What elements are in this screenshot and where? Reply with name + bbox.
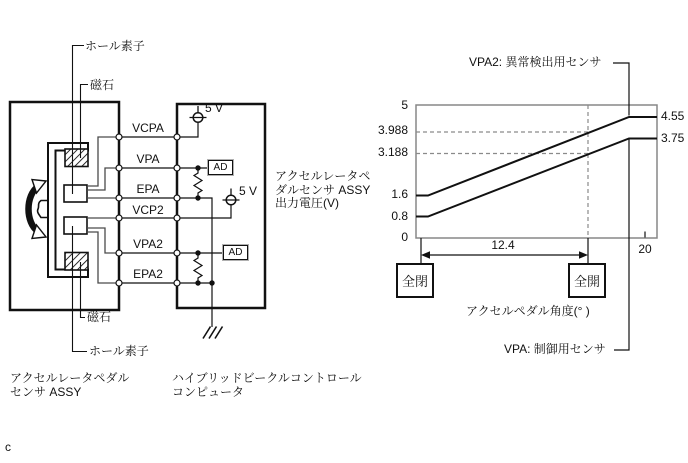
output-voltage-label-line2: ダルセンサ ASSY: [275, 183, 371, 197]
voltage-source-2-icon: [223, 189, 240, 205]
sensor-assy-label-line1: アクセルレータペダル: [10, 371, 130, 385]
sensor-assy-label-line2: センサ ASSY: [10, 385, 82, 399]
x-axis-label: アクセルペダル角度(° ): [466, 304, 590, 318]
vpa-series-label: VPA: 制御用センサ: [504, 342, 606, 356]
magnet-top-icon: [65, 149, 88, 167]
resistor-1-icon: [194, 168, 202, 198]
ad-converter-2: AD: [223, 245, 248, 260]
ground-icon: [203, 327, 223, 339]
sensor-wiring: [87, 137, 119, 283]
computer-wiring: [177, 123, 231, 327]
span-value-label: 12.4: [491, 238, 515, 252]
curve-vpa2: [416, 117, 657, 196]
magnet-top-label: 磁石: [90, 78, 115, 92]
x-tick-20: 20: [638, 242, 652, 256]
plot-frame: [416, 105, 657, 238]
signal-label-epa: EPA: [136, 182, 160, 196]
output-voltage-label-line1: アクセルレータペ: [275, 169, 371, 183]
signal-label-vpa2: VPA2: [133, 237, 163, 251]
hall-element-bottom-icon: [64, 217, 87, 234]
signal-label-vcpa: VCPA: [132, 121, 164, 135]
curve-vpa: [416, 139, 657, 217]
hall-element-top-label: ホール素子: [85, 39, 145, 53]
vpa2-series-label: VPA2: 異常検出用センサ: [469, 55, 602, 69]
fully-open-box: 全開: [568, 263, 606, 298]
plot-dashed-guides: [416, 105, 588, 238]
signal-label-vpa: VPA: [136, 152, 160, 166]
span-arrow-icon: [421, 251, 588, 258]
resistor-2-icon: [194, 253, 202, 283]
voltage-source-1-icon: [190, 106, 207, 122]
supply-5v-2-label: 5 V: [239, 184, 258, 198]
computer-box: [177, 101, 265, 308]
y-tick-5: 5: [401, 98, 408, 112]
fully-closed-box: 全閉: [396, 263, 434, 298]
computer-label-line1: ハイブリッドビークルコントロール: [172, 371, 362, 385]
y-tick-0: 0: [401, 230, 408, 244]
supply-5v-1-label: 5 V: [205, 101, 224, 115]
page-marker: c: [5, 440, 11, 454]
y-tick-3988: 3.988: [377, 123, 408, 137]
y-tick-16: 1.6: [391, 187, 408, 201]
magnet-bottom-icon: [65, 253, 88, 271]
signal-label-epa2: EPA2: [133, 267, 163, 281]
y-tick-08: 0.8: [391, 209, 408, 223]
output-voltage-label-line3: 出力電圧(V): [275, 196, 339, 210]
end-value-375: 3.75: [661, 131, 685, 145]
magnet-bottom-label: 磁石: [87, 310, 112, 324]
hall-element-top-icon: [64, 185, 87, 202]
ad-converter-1: AD: [208, 160, 233, 175]
end-value-455: 4.55: [661, 109, 685, 123]
computer-label-line2: コンピュータ: [172, 385, 245, 399]
y-tick-3188: 3.188: [377, 145, 408, 159]
signal-label-vcp2: VCP2: [132, 203, 164, 217]
hall-element-bottom-label: ホール素子: [89, 344, 149, 358]
